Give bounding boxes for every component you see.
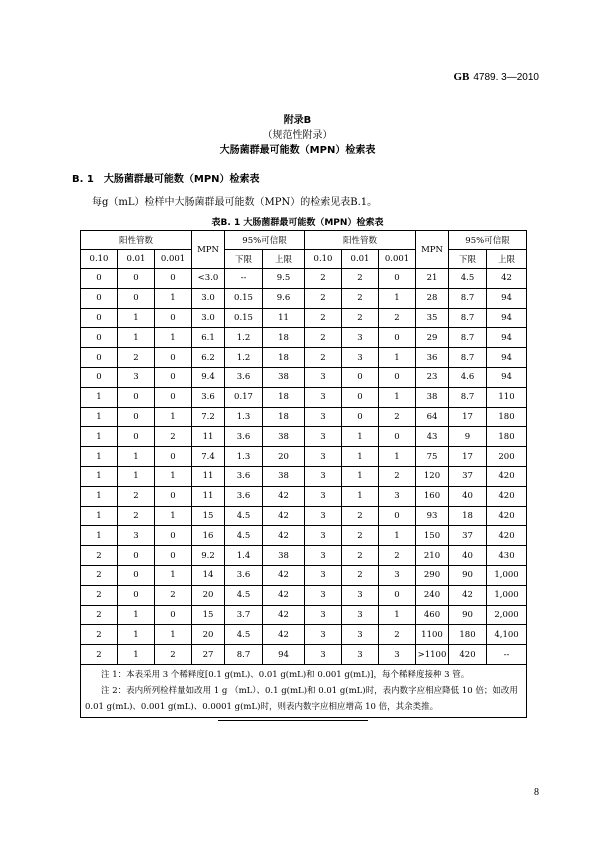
table-cell: 4.6 [449,367,487,387]
table-cell: 42 [263,585,305,605]
table-cell: 0 [342,387,379,407]
table-cell: 2 [342,288,379,308]
table-cell: 42 [263,625,305,645]
table-cell: 7.2 [192,407,225,427]
table-cell: 3 [379,645,416,665]
header-ci-right: 95%可信限 [449,231,527,250]
table-cell: 0 [81,308,118,328]
table-cell: 1.4 [225,546,263,566]
table-cell: 0.15 [225,308,263,328]
table-row [81,546,527,566]
table-row [81,348,527,368]
header-dilution: 0.01 [342,250,379,269]
table-cell: 1 [155,328,192,348]
table-cell: 3 [305,585,342,605]
table-cell: 3 [305,625,342,645]
table-cell: 1 [81,427,118,447]
table-cell: 9.2 [192,546,225,566]
table-cell: 23 [416,367,449,387]
table-cell: 2 [155,645,192,665]
table-cell: 2 [342,506,379,526]
table-cell: 3 [342,328,379,348]
table-cell: 28 [416,288,449,308]
table-cell: 4.5 [225,585,263,605]
table-cell: 3 [342,605,379,625]
table-cell: 8.7 [449,328,487,348]
table-cell: 35 [416,308,449,328]
table-row [81,625,527,645]
table-row [81,308,527,328]
table-cell: >1100 [416,645,449,665]
table-cell: 0 [379,506,416,526]
table-row [81,269,527,289]
table-cell: 3 [305,546,342,566]
table-cell: 1 [118,447,155,467]
table-row [81,645,527,665]
appendix-heading: 大肠菌群最可能数（MPN）检索表 [219,145,376,156]
table-cell: 2 [81,605,118,625]
table-cell: 1 [342,466,379,486]
table-cell: 1 [118,466,155,486]
table-cell: 2 [379,546,416,566]
table-cell: 120 [416,466,449,486]
table-cell: 0 [155,486,192,506]
table-cell: 2 [342,308,379,328]
table-cell: 2 [305,348,342,368]
table-cell: 1100 [416,625,449,645]
table-cell: 0 [379,269,416,289]
section-number: B. 1 [72,174,94,185]
header-positive-tubes-left: 阳性管数 [81,231,192,250]
table-cell: 94 [487,308,527,328]
table-cell: 0 [118,387,155,407]
table-cell: 4.5 [225,625,263,645]
table-cell: 0 [118,407,155,427]
table-cell: 8.7 [449,308,487,328]
table-cell: 8.7 [449,348,487,368]
table-row [81,605,527,625]
table-cell: -- [487,645,527,665]
table-cell: 240 [416,585,449,605]
table-cell: 0.15 [225,288,263,308]
table-cell: 0 [118,546,155,566]
table-cell: 1 [379,447,416,467]
table-cell: 36 [416,348,449,368]
header-dilution: 0.01 [118,250,155,269]
table-cell: 3.6 [225,466,263,486]
table-cell: 0 [155,367,192,387]
table-cell: 3.0 [192,288,225,308]
table-cell: 0 [81,328,118,348]
table-cell: 94 [487,288,527,308]
table-cell: 29 [416,328,449,348]
table-cell: 0 [118,427,155,447]
header-lower: 下限 [449,250,487,269]
table-row [81,367,527,387]
table-cell: 1 [118,328,155,348]
table-cell: 420 [449,645,487,665]
table-cell: 2 [81,565,118,585]
table-cell: 1 [118,605,155,625]
table-row [81,407,527,427]
header-positive-tubes-right: 阳性管数 [305,231,416,250]
table-cell: 27 [192,645,225,665]
table-cell: 42 [263,565,305,585]
table-cell: 6.2 [192,348,225,368]
table-cell: 2 [305,288,342,308]
table-cell: 2 [118,486,155,506]
table-cell: 37 [449,466,487,486]
table-cell: 40 [449,546,487,566]
table-cell: 8.7 [449,288,487,308]
table-cell: 2 [118,506,155,526]
table-note-2: 注 2：表内所列检样量如改用 1 g （mL）、0.1 g(mL)和 0.01 g(mL)时，表内数字应相应降低 10 倍；如改用 0.01 g(mL)、0.001 g(mL)、0.0001 g(mL)时，则表内数字应相应增高 10 倍，其余类推。 [85,685,518,712]
table-cell: 1 [81,387,118,407]
table-row [81,427,527,447]
table-row [81,585,527,605]
table-cell: 4.5 [449,269,487,289]
table-cell: 0 [155,546,192,566]
table-cell: 0 [155,348,192,368]
table-caption: 表B. 1 大肠菌群最可能数（MPN）检索表 [211,218,384,228]
table-cell: 1 [379,288,416,308]
table-cell: 17 [449,407,487,427]
table-cell: 2 [81,645,118,665]
table-cell: 0 [81,288,118,308]
table-cell: 2 [379,466,416,486]
table-cell: 1 [81,466,118,486]
table-cell: 18 [449,506,487,526]
table-cell: 1 [81,506,118,526]
header-lower: 下限 [225,250,263,269]
section-title-text: 大肠菌群最可能数（MPN）检索表 [103,174,260,185]
table-cell: 3 [305,367,342,387]
table-cell: 2 [379,308,416,328]
table-cell: 0 [118,565,155,585]
table-cell: 11 [192,486,225,506]
table-row [81,466,527,486]
table-cell: 90 [449,605,487,625]
table-cell: 3 [342,645,379,665]
table-cell: 3 [305,645,342,665]
table-notes [81,664,527,717]
table-cell: 38 [263,466,305,486]
table-cell: 0 [342,407,379,427]
table-cell: 1 [155,625,192,645]
table-cell: 0.17 [225,387,263,407]
table-cell: 1.3 [225,407,263,427]
table-cell: 2 [305,308,342,328]
table-cell: 200 [487,447,527,467]
table-cell: 180 [487,407,527,427]
standard-prefix: GB [453,71,470,83]
table-cell: 90 [449,565,487,585]
table-cell: 1.2 [225,348,263,368]
table-cell: <3.0 [192,269,225,289]
table-cell: 9.4 [192,367,225,387]
table-cell: 1.3 [225,447,263,467]
table-cell: 42 [487,269,527,289]
table-cell: 2 [379,625,416,645]
table-cell: 2 [155,427,192,447]
table-cell: 110 [487,387,527,407]
table-cell: 3 [305,387,342,407]
table-cell: 2,000 [487,605,527,625]
table-cell: 1 [379,387,416,407]
table-cell: 38 [263,427,305,447]
intro-paragraph: 每g（mL）检样中大肠菌群最可能数（MPN）的检索见表B.1。 [92,197,378,208]
table-cell: 20 [192,585,225,605]
table-cell: 2 [305,269,342,289]
table-cell: 160 [416,486,449,506]
table-cell: 180 [487,427,527,447]
table-cell: 1 [118,625,155,645]
table-cell: 7.4 [192,447,225,467]
table-cell: 1 [155,506,192,526]
table-cell: 42 [263,506,305,526]
table-cell: 2 [342,269,379,289]
header-dilution: 0.10 [81,250,118,269]
table-cell: 3 [342,585,379,605]
table-cell: 42 [263,526,305,546]
table-cell: 9.6 [263,288,305,308]
table-cell: 3 [379,565,416,585]
table-cell: 6.1 [192,328,225,348]
table-cell: 3 [305,466,342,486]
table-cell: 3 [305,605,342,625]
table-cell: 0 [379,585,416,605]
table-cell: 3 [118,526,155,546]
table-cell: 43 [416,427,449,447]
table-cell: 94 [263,645,305,665]
table-cell: 2 [118,348,155,368]
table-cell: 1 [81,447,118,467]
table-cell: 94 [487,328,527,348]
table-cell: 3.6 [225,565,263,585]
table-cell: 2 [342,546,379,566]
table-cell: 3 [305,427,342,447]
header-dilution: 0.10 [305,250,342,269]
table-cell: 2 [81,625,118,645]
table-cell: 4.5 [225,526,263,546]
table-cell: 2 [155,585,192,605]
footer-divider [218,720,368,721]
table-cell: 2 [342,565,379,585]
table-cell: 290 [416,565,449,585]
table-cell: 3.6 [225,367,263,387]
table-cell: 4,100 [487,625,527,645]
table-cell: 17 [449,447,487,467]
table-cell: 3 [305,407,342,427]
standard-code: 4789. 3—2010 [473,72,539,83]
table-cell: 1 [342,447,379,467]
table-cell: 15 [192,605,225,625]
table-cell: 420 [487,506,527,526]
table-row [81,387,527,407]
header-dilution: 0.001 [155,250,192,269]
table-cell: 1 [81,486,118,506]
table-cell: 38 [416,387,449,407]
table-row [81,506,527,526]
table-row [81,328,527,348]
table-cell: 0 [118,269,155,289]
table-cell: 0 [379,367,416,387]
table-cell: 3 [305,565,342,585]
table-cell: 0 [118,585,155,605]
table-cell: 42 [263,605,305,625]
table-cell: 1 [155,288,192,308]
table-row [81,486,527,506]
table-cell: 1 [81,526,118,546]
table-cell: 94 [487,348,527,368]
table-cell: 420 [487,466,527,486]
header-upper: 上限 [263,250,305,269]
table-cell: 0 [155,269,192,289]
table-cell: 75 [416,447,449,467]
table-cell: 1 [81,407,118,427]
table-cell: 3.6 [192,387,225,407]
table-cell: 0 [118,288,155,308]
table-cell: 1 [342,486,379,506]
table-cell: 3.0 [192,308,225,328]
table-cell: 3 [118,367,155,387]
table-cell: 1 [155,466,192,486]
table-cell: 4.5 [225,506,263,526]
table-cell: 93 [416,506,449,526]
table-note-1: 注 1：本表采用 3 个稀释度[0.1 g(mL)、0.01 g(mL)和 0.001 g(mL)]，每个稀释度接种 3 管。 [101,669,470,680]
table-cell: 0 [379,427,416,447]
table-cell: 1 [342,427,379,447]
table-cell: 0 [342,367,379,387]
table-cell: 3 [305,526,342,546]
table-cell: 1 [379,605,416,625]
table-cell: 42 [449,585,487,605]
table-cell: 1,000 [487,565,527,585]
table-cell: 18 [263,407,305,427]
table-cell: 18 [263,348,305,368]
table-cell: 38 [263,546,305,566]
header-dilution: 0.001 [379,250,416,269]
table-cell: 1 [155,565,192,585]
table-cell: 0 [379,328,416,348]
table-cell: 3 [342,348,379,368]
table-cell: 1 [379,348,416,368]
table-cell: 0 [155,308,192,328]
table-cell: 11 [192,466,225,486]
header-ci-left: 95%可信限 [225,231,305,250]
table-cell: 180 [449,625,487,645]
table-cell: 460 [416,605,449,625]
table-cell: 64 [416,407,449,427]
header-mpn-right: MPN [416,231,449,269]
table-cell: 1 [155,407,192,427]
table-cell: 0 [81,269,118,289]
table-cell: 94 [487,367,527,387]
standard-number [453,71,539,83]
table-cell: 0 [155,447,192,467]
table-cell: 9.5 [263,269,305,289]
table-cell: 3.7 [225,605,263,625]
mpn-table-body [81,269,527,665]
table-cell: 430 [487,546,527,566]
table-cell: 11 [263,308,305,328]
table-cell: 0 [155,605,192,625]
table-cell: 0 [155,387,192,407]
table-cell: 3 [379,486,416,506]
table-cell: 9 [449,427,487,447]
table-cell: 38 [263,367,305,387]
table-cell: 2 [81,585,118,605]
table-cell: 3 [342,625,379,645]
table-cell: 8.7 [225,645,263,665]
table-row [81,565,527,585]
section-title [72,170,260,185]
table-cell: 11 [192,427,225,447]
table-cell: 1 [379,526,416,546]
table-row [81,288,527,308]
header-upper: 上限 [487,250,527,269]
table-cell: 1 [118,645,155,665]
table-cell: 1 [118,308,155,328]
page-number: 8 [534,787,539,798]
table-cell: 1.2 [225,328,263,348]
table-row [81,447,527,467]
table-cell: 420 [487,526,527,546]
table-cell: 21 [416,269,449,289]
table-cell: 3 [305,506,342,526]
table-cell: 1,000 [487,585,527,605]
table-cell: 18 [263,328,305,348]
table-cell: 42 [263,486,305,506]
table-cell: 8.7 [449,387,487,407]
table-cell: 210 [416,546,449,566]
table-cell: 3 [305,486,342,506]
table-cell: 2 [81,546,118,566]
table-cell: 2 [342,526,379,546]
table-cell: 20 [263,447,305,467]
table-cell: 18 [263,387,305,407]
table-cell: 3.6 [225,427,263,447]
header-mpn-left: MPN [192,231,225,269]
table-row [81,526,527,546]
table-cell: 420 [487,486,527,506]
table-cell: 20 [192,625,225,645]
table-cell: 3.6 [225,486,263,506]
table-cell: 14 [192,565,225,585]
table-cell: 2 [305,328,342,348]
table-cell: 0 [81,367,118,387]
table-cell: 40 [449,486,487,506]
table-cell: 37 [449,526,487,546]
appendix-subtitle: （规范性附录） [262,130,333,141]
table-cell: 2 [379,407,416,427]
table-cell: 0 [155,526,192,546]
table-cell: 3 [305,447,342,467]
table-cell: 150 [416,526,449,546]
appendix-title: 附录B [283,115,312,126]
table-cell: -- [225,269,263,289]
mpn-table [80,230,527,718]
table-cell: 15 [192,506,225,526]
table-cell: 0 [81,348,118,368]
table-cell: 16 [192,526,225,546]
